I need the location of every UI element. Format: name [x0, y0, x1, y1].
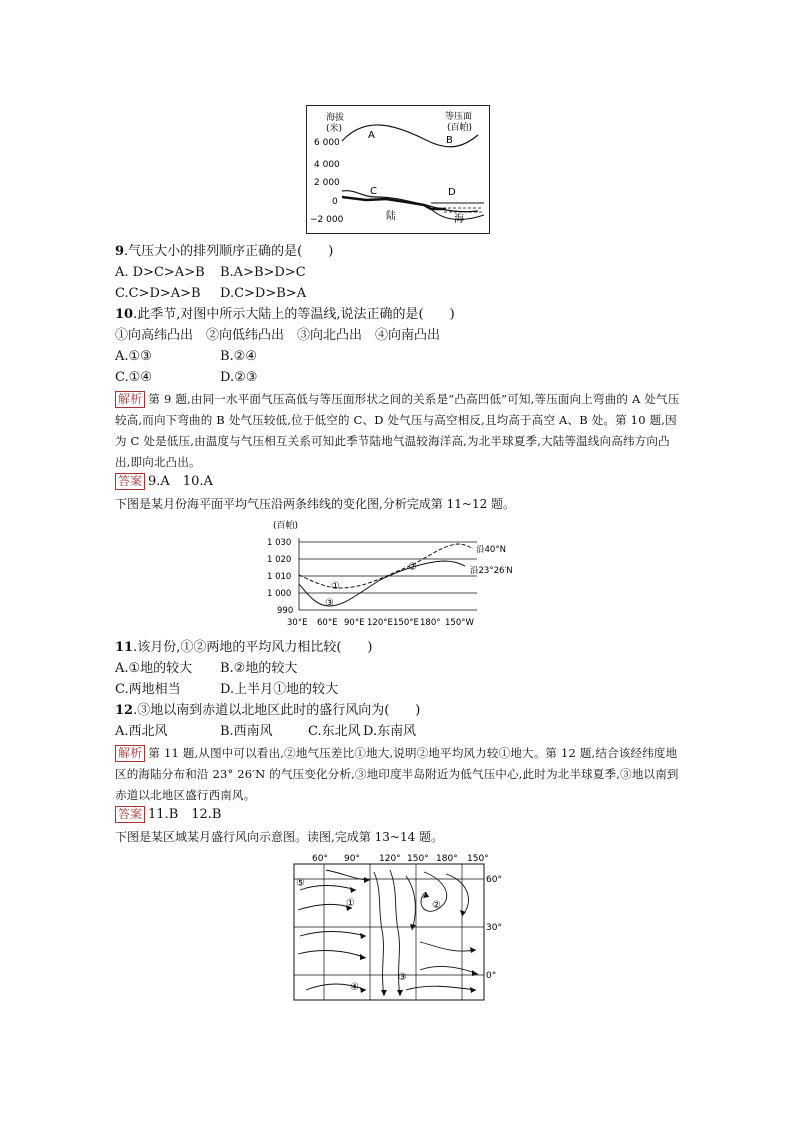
- isobar-profile-figure: [306, 105, 490, 235]
- intro-11-12: 下图是某月份海平面平均气压沿两条纬线的变化图,分析完成第 11~12 题。: [115, 497, 516, 511]
- q12-option-a[interactable]: A.西北风: [115, 724, 168, 739]
- fig1-ytick: 0: [332, 197, 338, 207]
- question-10-stem: 10.此季节,对图中所示大陆上的等温线,说法正确的是( ): [115, 307, 455, 322]
- fig1-ytick: −2 000: [310, 215, 344, 225]
- fig2-xtick: 180°: [420, 618, 441, 628]
- marker-3: ③: [398, 972, 407, 983]
- fig2-xtick: 120°E: [367, 618, 393, 628]
- fig2-unit: (百帕): [273, 521, 299, 531]
- prevailing-wind-map: [286, 850, 506, 1002]
- fig1-ylabel-1: 海拔: [326, 113, 345, 123]
- q12-option-c[interactable]: C.东北风: [308, 724, 361, 739]
- wind-arrowheads: [346, 877, 478, 996]
- answer-tag: 答案: [115, 473, 145, 490]
- fig2-ytick: 1 000: [267, 589, 292, 599]
- explanation-9-10: 解析 第 9 题,由同一水平面气压高低与等压面形状之间的关系是“凸高凹低”可知,等压面向上弯曲的 A 处气压较高,而向下弯曲的 B 处气压较低,位于低空的 C、D 处气压与高空相反,且均高于高空 A、B 处。第 10 题,因为 C 处是低压,由温度与气压相互关系可知此季节陆地气温较海洋高,为北半球夏季,大陆等温线向高纬方向凸出,即向北凸出。: [115, 392, 680, 469]
- q9-option-a[interactable]: A. D>C>A>B: [115, 265, 205, 280]
- point-d-label: D: [448, 187, 456, 198]
- point-c-label: C: [370, 186, 377, 197]
- question-12-stem: 12.③地以南到赤道以北地区此时的盛行风向为( ): [115, 703, 421, 718]
- q11-option-c[interactable]: C.两地相当: [115, 682, 181, 697]
- marker-1: ①: [331, 581, 340, 592]
- lat-label: 60°: [486, 875, 502, 885]
- q10-option-c[interactable]: C.①④: [115, 370, 152, 385]
- q11-option-a[interactable]: A.①地的较大: [115, 661, 193, 676]
- answer-tag: 答案: [115, 806, 145, 823]
- lat-label: 30°: [486, 923, 502, 933]
- lon-label: 150°: [467, 854, 489, 864]
- lon-label: 150°: [407, 854, 429, 864]
- q11-option-d[interactable]: D.上半月①地的较大: [220, 682, 339, 697]
- answer-11-12: 答案 11.B 12.B: [115, 805, 221, 825]
- fig1-ylabel-2: (米): [326, 124, 343, 134]
- explanation-11-12: 解析 第 11 题,从图中可以看出,②地气压差比①地大,说明②地平均风力较①地大。第 12 题,结合该经纬度地区的海陆分布和沿 23° 26′N 的气压变化分析,③地印度半岛附近为低气压中心,此时为北半球夏季,③地以南到赤道以北地区盛行西南风。: [115, 746, 679, 802]
- series-23n: [299, 561, 465, 606]
- marker-4: ④: [350, 982, 359, 993]
- q9-option-b[interactable]: B.A>B>D>C: [220, 265, 306, 280]
- series-40n-label: 沿40°N: [476, 545, 506, 555]
- fig2-ytick: 1 030: [267, 538, 292, 548]
- q12-option-d[interactable]: D.东南风: [363, 724, 417, 739]
- point-b-label: B: [446, 135, 453, 146]
- sea-label: 海: [454, 214, 464, 225]
- answer-9-10: 答案 9.A 10.A: [115, 472, 213, 492]
- fig1-ytick: 2 000: [314, 178, 340, 188]
- q10-option-b[interactable]: B.②④: [220, 349, 257, 364]
- wind-streamlines: [298, 870, 478, 996]
- lon-label: 60°: [312, 854, 328, 864]
- fig2-xtick: 60°E: [317, 618, 338, 628]
- q12-option-b[interactable]: B.西南风: [220, 724, 273, 739]
- q10-option-a[interactable]: A.①③: [115, 349, 152, 364]
- question-9-stem: 9.气压大小的排列顺序正确的是( ): [115, 244, 334, 259]
- fig1-pressure-unit: (百帕): [447, 123, 473, 133]
- fig2-ytick: 1 020: [267, 555, 292, 565]
- marker-5: ⑤: [296, 878, 305, 889]
- series-23n-label: 沿23°26′N: [470, 566, 513, 576]
- q9-option-d[interactable]: D.C>D>B>A: [220, 286, 307, 301]
- q11-option-b[interactable]: B.②地的较大: [220, 661, 298, 676]
- point-a-label: A: [368, 130, 375, 141]
- fig1-pressure-label: 等压面: [445, 112, 473, 122]
- q10-items: ①向高纬凸出 ②向低纬凸出 ③向北凸出 ④向南凸出: [115, 328, 441, 343]
- series-40n: [299, 544, 473, 588]
- marker-1: ①: [346, 898, 355, 909]
- fig2-xtick: 150°W: [445, 618, 474, 628]
- fig2-ytick: 1 010: [267, 572, 292, 582]
- land-label: 陆: [386, 211, 396, 222]
- lat-label: 0°: [486, 971, 497, 981]
- fig1-ytick: 4 000: [314, 160, 340, 170]
- lon-label: 90°: [344, 854, 360, 864]
- marker-3: ③: [325, 598, 334, 609]
- q10-option-d[interactable]: D.②③: [220, 370, 258, 385]
- question-11-stem: 11.该月份,①②两地的平均风力相比较( ): [115, 640, 373, 655]
- fig2-xtick: 150°E: [393, 618, 419, 628]
- fig2-xtick: 30°E: [287, 618, 308, 628]
- marker-2: ②: [432, 900, 441, 911]
- q9-option-c[interactable]: C.C>D>A>B: [115, 286, 201, 301]
- explanation-tag: 解析: [115, 745, 145, 762]
- intro-13-14: 下图是某区域某月盛行风向示意图。读图,完成第 13~14 题。: [115, 830, 444, 844]
- lower-isobar: [342, 191, 478, 212]
- explanation-tag: 解析: [115, 391, 145, 408]
- lon-label: 120°: [379, 854, 401, 864]
- pressure-latitude-chart: [265, 518, 535, 634]
- marker-2: ②: [408, 562, 417, 573]
- fig2-ytick: 990: [277, 606, 294, 616]
- fig1-ytick: 6 000: [314, 138, 340, 148]
- fig2-xtick: 90°E: [344, 618, 365, 628]
- lon-label: 180°: [436, 854, 458, 864]
